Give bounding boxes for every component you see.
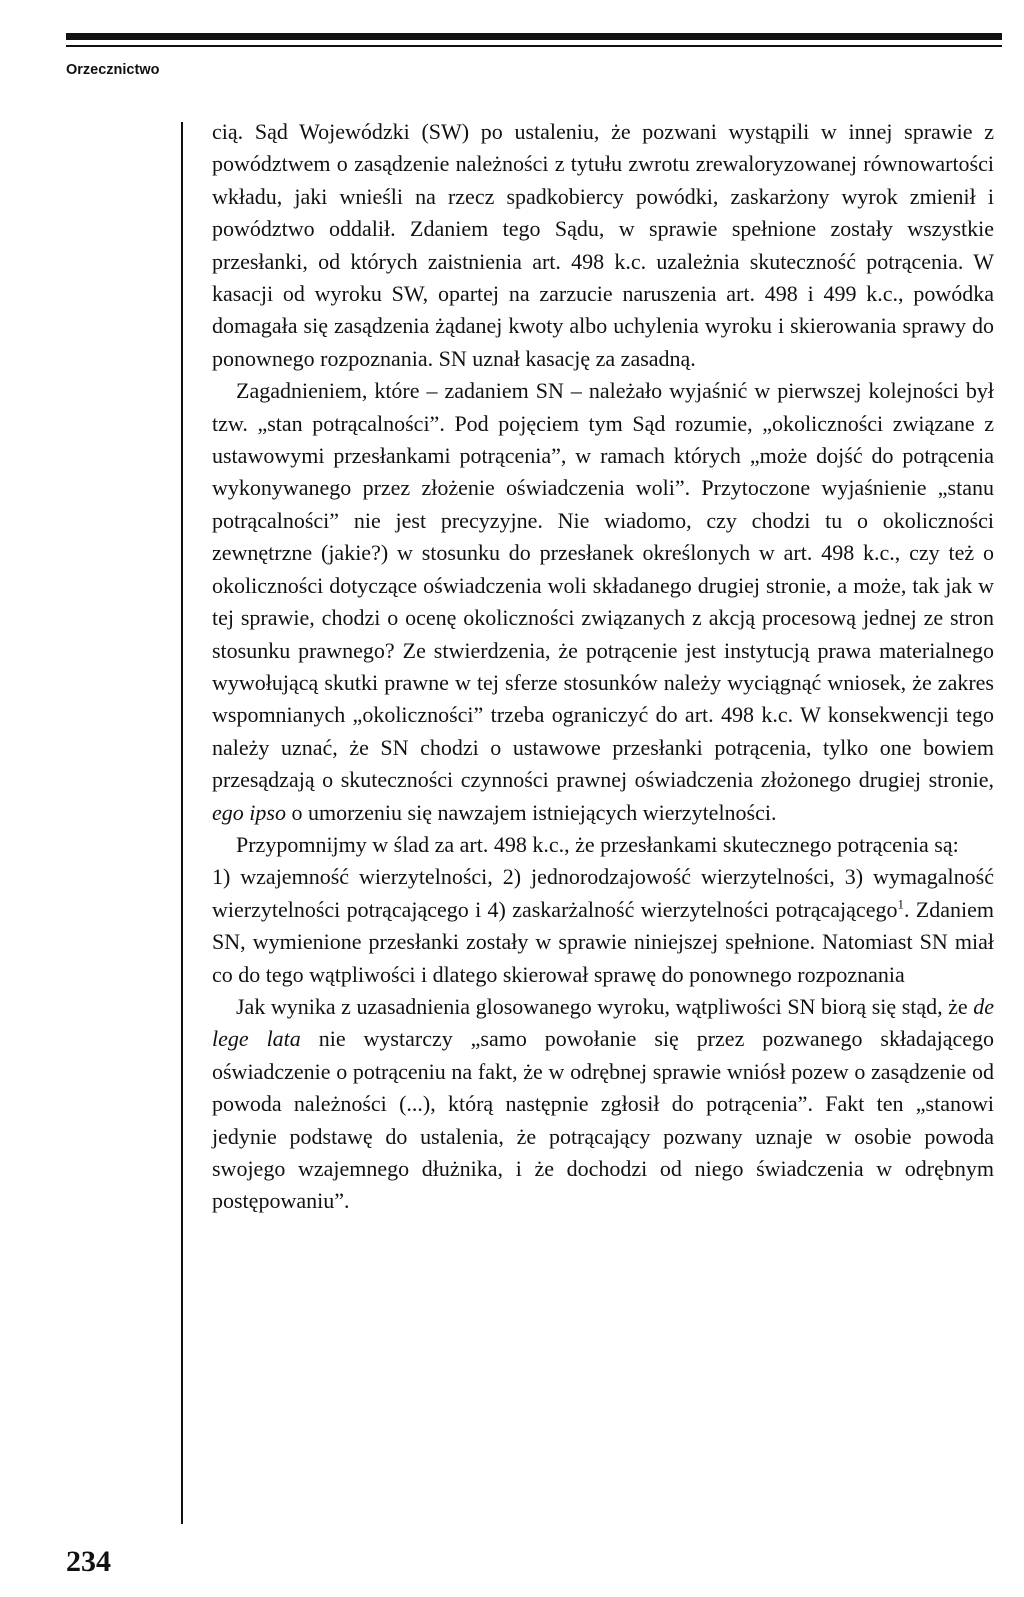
paragraph-5-text-a: Jak wynika z uzasadnienia glosowanego wyroku, wątpliwości SN biorą się stąd, że — [236, 993, 968, 1019]
footnote-ref: 1 — [897, 896, 904, 912]
paragraph-2-text-b: o umorzeniu się nawzajem istniejących wierzytelności. — [291, 799, 777, 825]
paragraph-4 — [212, 861, 994, 991]
paragraph-3: Przypomnijmy w ślad za art. 498 k.c., że przesłankami skutecznego potrącenia są: — [236, 831, 959, 857]
running-title: Orzecznictwo — [66, 62, 160, 78]
paragraph-5-text-b: nie wystarczy „samo powołanie się przez pozwanego składającego oświadczenie o potrąceniu na fakt, że w odrębnej sprawie wniósł pozew o zasądzenie od powoda należności (...), którą następnie zgłosił do potrącenia”. Fakt ten „stanowi jedynie podstawę do ustalenia, że potrącający pozwany uznaje w osobie powoda swojego wzajemnego dłużnika, i że dochodzi od niego świadczenia w odrębnym postępowaniu”. — [212, 1026, 994, 1214]
paragraph-4-text-a: 1) wzajemność wierzytelności, 2) jednorodzajowość wierzytelności, 3) wymagalność wierzytelności potrącającego i 4) zaskarżalność wierzytelności potrącającego — [212, 864, 994, 922]
header-rule-thin — [66, 45, 1002, 47]
paragraph-5-italic: de lege lata — [212, 993, 995, 1052]
header-rule-thick — [66, 33, 1002, 40]
page-number: 234 — [66, 1545, 111, 1578]
margin-rule — [181, 122, 183, 1524]
paragraph-2-text-a: Zagadnieniem, które – zadaniem SN – należało wyjaśnić w pierwszej kolejności był tzw. „stan potrącalności”. Pod pojęciem tym Sąd rozumie, „okoliczności związane z ustawowymi przesłankami potrącenia”, w ramach których „może dojść do potrącenia wykonywanego przez złożenie oświadczenia woli”. Przytoczone wyjaśnienie „stanu potrącalności” nie jest precyzyjne. Nie wiadomo, czy chodzi tu o okoliczności zewnętrzne (jakie?) w stosunku do przesłanek określonych w art. 498 k.c., czy też o okoliczności dotyczące oświadczenia woli składanego drugiej stronie, a może, tak jak w tej sprawie, chodzi o ocenę okoliczności związanych z akcją procesową jednej ze stron stosunku prawnego? Ze stwierdzenia, że potrącenie jest instytucją prawa materialnego wywołującą skutki prawne w tej sferze stosunków należy wyciągnąć wniosek, że zakres wspomnianych „okoliczności” trzeba ograniczyć do art. 498 k.c. W konsekwencji tego należy uznać, że SN chodzi o ustawowe przesłanki potrącenia, tylko one bowiem przesądzają o skuteczności czynności prawnej oświadczenia złożonego drugiej stronie, — [212, 378, 994, 793]
paragraph-4-text-b: . Zdaniem SN, wymienione przesłanki zostały w sprawie niniejszej spełnione. Natomiast SN miał co do tego wątpliwości i dlatego skierował sprawę do ponownego rozpoznania — [212, 896, 994, 987]
paragraph-1: cią. Sąd Wojewódzki (SW) po ustaleniu, że pozwani wystąpili w innej sprawie z powództwem o zasądzenie należności z tytułu zwrotu zrewaloryzowanej równowartości wkładu, jaki wnieśli na rzecz spadkobiercy powódki, zaskarżony wyrok zmienił i powództwo oddalił. Zdaniem tego Sądu, w sprawie spełnione zostały wszystkie przesłanki, od których zaistnienia art. 498 k.c. uzależnia skuteczność potrącenia. W kasacji od wyroku SW, opartej na zarzucie naruszenia art. 498 i 499 k.c., powódka domagała się zasądzenia żądanej kwoty albo uchylenia wyroku i skierowania sprawy do ponownego rozpoznania. SN uznał kasację za zasadną. — [212, 119, 994, 371]
paragraph-2 — [212, 375, 994, 829]
paragraph-5 — [212, 991, 994, 1218]
body-text — [212, 116, 994, 1218]
paragraph-2-italic: ego ipso — [212, 799, 286, 825]
